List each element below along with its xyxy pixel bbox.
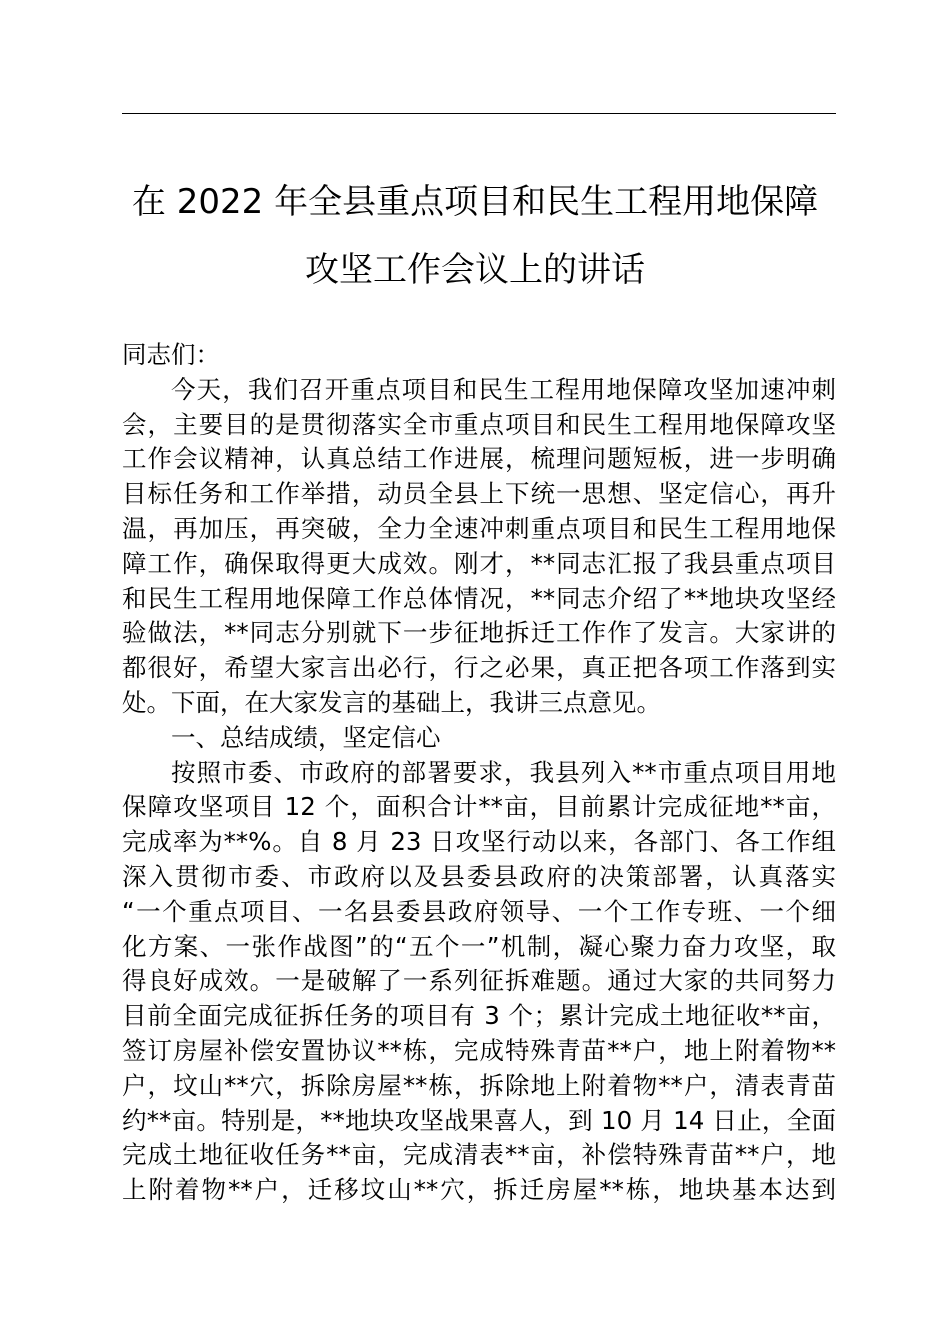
paragraph-line: “一个重点项目、一名县委县政府领导、一个工作专班、一个细 — [122, 896, 836, 926]
salutation: 同志们： — [122, 340, 220, 369]
paragraph-line: 签订房屋补偿安置协议**栋，完成特殊青苗**户，地上附着物** — [122, 1035, 836, 1065]
paragraph-line: 完成率为**%。自 8 月 23 日攻坚行动以来，各部门、各工作组 — [122, 827, 836, 857]
paragraph-line: 障工作，确保取得更大成效。刚才，**同志汇报了我县重点项目 — [122, 548, 836, 578]
document-title-line-1: 在 2022 年全县重点项目和民生工程用地保障 — [131, 182, 819, 222]
paragraph-line: 完成土地征收任务**亩，完成清表**亩，补偿特殊青苗**户，地 — [122, 1140, 836, 1170]
paragraph-line: 温，再加压，再突破，全力全速冲刺重点项目和民生工程用地保 — [122, 513, 836, 543]
paragraph-line: 今天，我们召开重点项目和民生工程用地保障攻坚加速冲刺 — [171, 374, 836, 404]
header-rule — [122, 113, 836, 114]
paragraph-line: 处。下面，在大家发言的基础上，我讲三点意见。 — [122, 687, 661, 717]
document-title-line-2: 攻坚工作会议上的讲话 — [305, 250, 645, 290]
paragraph-line: 深入贯彻市委、市政府以及县委县政府的决策部署，认真落实 — [122, 861, 836, 891]
paragraph-line: 得良好成效。一是破解了一系列征拆难题。通过大家的共同努力 — [122, 966, 836, 996]
paragraph-line: 目标任务和工作举措，动员全县上下统一思想、坚定信心，再升 — [122, 479, 836, 509]
paragraph-line: 保障攻坚项目 12 个，面积合计**亩，目前累计完成征地**亩， — [122, 792, 836, 822]
paragraph-line: 验做法，**同志分别就下一步征地拆迁工作作了发言。大家讲的 — [122, 618, 836, 648]
paragraph-line: 约**亩。特别是，**地块攻坚战果喜人，到 10 月 14 日止，全面 — [122, 1105, 836, 1135]
paragraph-line: 工作会议精神，认真总结工作进展，梳理问题短板，进一步明确 — [122, 444, 836, 474]
document-body — [122, 338, 836, 1208]
paragraph-line: 目前全面完成征拆任务的项目有 3 个；累计完成土地征收**亩， — [122, 1001, 836, 1031]
paragraph-line: 化方案、一张作战图”的“五个一”机制，凝心聚力奋力攻坚，取 — [122, 931, 836, 961]
paragraph-line: 和民生工程用地保障工作总体情况，**同志介绍了**地块攻坚经 — [122, 583, 836, 613]
paragraph-line: 按照市委、市政府的部署要求，我县列入**市重点项目用地 — [171, 757, 836, 787]
paragraph-line: 上附着物**户，迁移坟山**穴，拆迁房屋**栋，地块基本达到 — [122, 1175, 836, 1205]
paragraph-line: 户，坟山**穴，拆除房屋**栋，拆除地上附着物**户，清表青苗 — [122, 1070, 836, 1100]
paragraph-line: 都很好，希望大家言出必行，行之必果，真正把各项工作落到实 — [122, 653, 836, 683]
section-heading: 一、总结成绩，坚定信心 — [171, 722, 441, 752]
paragraph-line: 会，主要目的是贯彻落实全市重点项目和民生工程用地保障攻坚 — [122, 409, 836, 439]
